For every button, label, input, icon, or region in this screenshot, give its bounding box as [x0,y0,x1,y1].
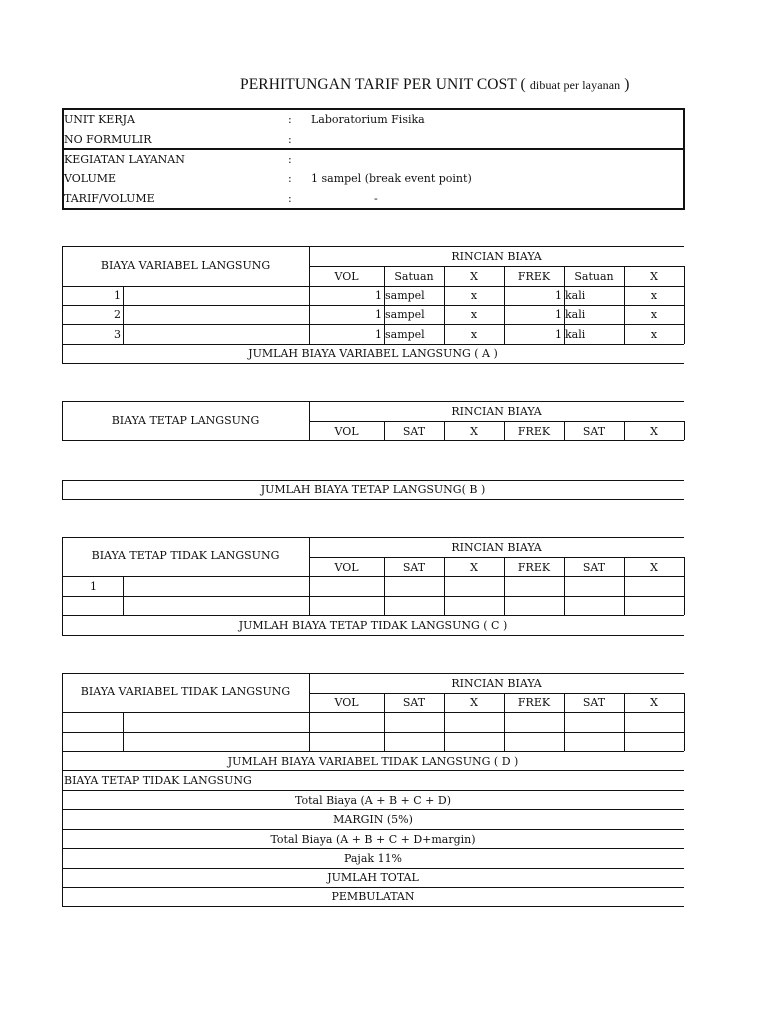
col-vol: VOL [334,561,359,574]
col-vol: VOL [334,425,359,438]
col-frek: FREK [517,270,551,283]
col-sat: SAT [402,561,426,574]
col-x: X [470,270,478,283]
page-title [240,76,630,94]
info-colon: : [288,113,292,126]
row-x-2: x [650,289,658,302]
title-sub: dibuat per layanan [529,78,621,92]
section-d-total: JUMLAH BIAYA VARIABEL TIDAK LANGSUNG ( D ) [227,755,519,768]
row-x-2: x [650,328,658,341]
info-value-unit-kerja: Laboratorium Fisika [311,113,425,126]
col-x-2: X [650,425,658,438]
col-sat-2: SAT [582,561,606,574]
col-x-2: X [650,696,658,709]
row-no: 3 [114,328,121,341]
summary-jumlah-total: JUMLAH TOTAL [327,871,419,884]
row-vol: 1 [375,289,382,302]
col-sat-2: SAT [582,425,606,438]
info-label-kegiatan: KEGIATAN LAYANAN [64,153,185,166]
row-satuan-2: kali [565,328,586,341]
row-satuan: sampel [385,308,425,321]
section-b-total: JUMLAH BIAYA TETAP LANGSUNG( B ) [260,483,486,496]
info-colon: : [288,153,292,166]
section-a-total: JUMLAH BIAYA VARIABEL LANGSUNG ( A ) [248,347,498,360]
info-label-tarif: TARIF/VOLUME [64,192,155,205]
section-a-header: BIAYA VARIABEL LANGSUNG [100,259,271,272]
info-value-tarif: - [374,192,378,205]
section-c-rincian: RINCIAN BIAYA [451,541,542,554]
section-d-rincian: RINCIAN BIAYA [451,677,542,690]
summary-total-biaya: Total Biaya (A + B + C + D) [294,794,451,807]
row-frek: 1 [555,308,562,321]
info-label-volume: VOLUME [64,172,117,185]
section-a-rincian: RINCIAN BIAYA [451,250,542,263]
row-no: 2 [114,308,121,321]
info-colon: : [288,133,292,146]
col-sat: SAT [402,696,426,709]
summary-total-margin: Total Biaya (A + B + C + D+margin) [270,833,476,846]
title-close: ) [624,76,630,93]
col-frek: FREK [517,696,551,709]
row-frek: 1 [555,328,562,341]
summary-margin: MARGIN (5%) [333,813,413,826]
row-x: x [470,289,478,302]
row-no: 1 [114,289,121,302]
info-colon: : [288,172,292,185]
col-x-2: X [650,270,658,283]
col-x: X [470,425,478,438]
row-x: x [470,328,478,341]
row-vol: 1 [375,308,382,321]
col-frek: FREK [517,561,551,574]
info-value-volume: 1 sampel (break event point) [311,172,472,185]
section-b-rincian: RINCIAN BIAYA [451,405,542,418]
section-c-header: BIAYA TETAP TIDAK LANGSUNG [91,549,280,562]
info-divider [63,148,684,150]
col-x-2: X [650,561,658,574]
row-satuan-2: kali [565,308,586,321]
info-colon: : [288,192,292,205]
section-c-total: JUMLAH BIAYA TETAP TIDAK LANGSUNG ( C ) [238,619,508,632]
summary-pembulatan: PEMBULATAN [331,890,415,903]
col-sat: SAT [402,425,426,438]
col-satuan-2: Satuan [574,270,614,283]
col-satuan: Satuan [394,270,434,283]
section-b-header: BIAYA TETAP LANGSUNG [111,414,260,427]
col-sat-2: SAT [582,696,606,709]
col-x: X [470,561,478,574]
row-x: x [470,308,478,321]
row-satuan: sampel [385,328,425,341]
row-vol: 1 [375,328,382,341]
summary-pajak: Pajak 11% [343,852,403,865]
section-d-header: BIAYA VARIABEL TIDAK LANGSUNG [80,685,291,698]
col-frek: FREK [517,425,551,438]
col-vol: VOL [334,270,359,283]
row-x-2: x [650,308,658,321]
row-satuan: sampel [385,289,425,302]
col-x: X [470,696,478,709]
row-frek: 1 [555,289,562,302]
title-main: PERHITUNGAN TARIF PER UNIT COST ( [240,76,526,93]
row-satuan-2: kali [565,289,586,302]
info-label-no-formulir: NO FORMULIR [64,133,152,146]
summary-label: BIAYA TETAP TIDAK LANGSUNG [64,774,252,787]
row-no: 1 [90,580,97,593]
info-label-unit-kerja: UNIT KERJA [64,113,135,126]
col-vol: VOL [334,696,359,709]
